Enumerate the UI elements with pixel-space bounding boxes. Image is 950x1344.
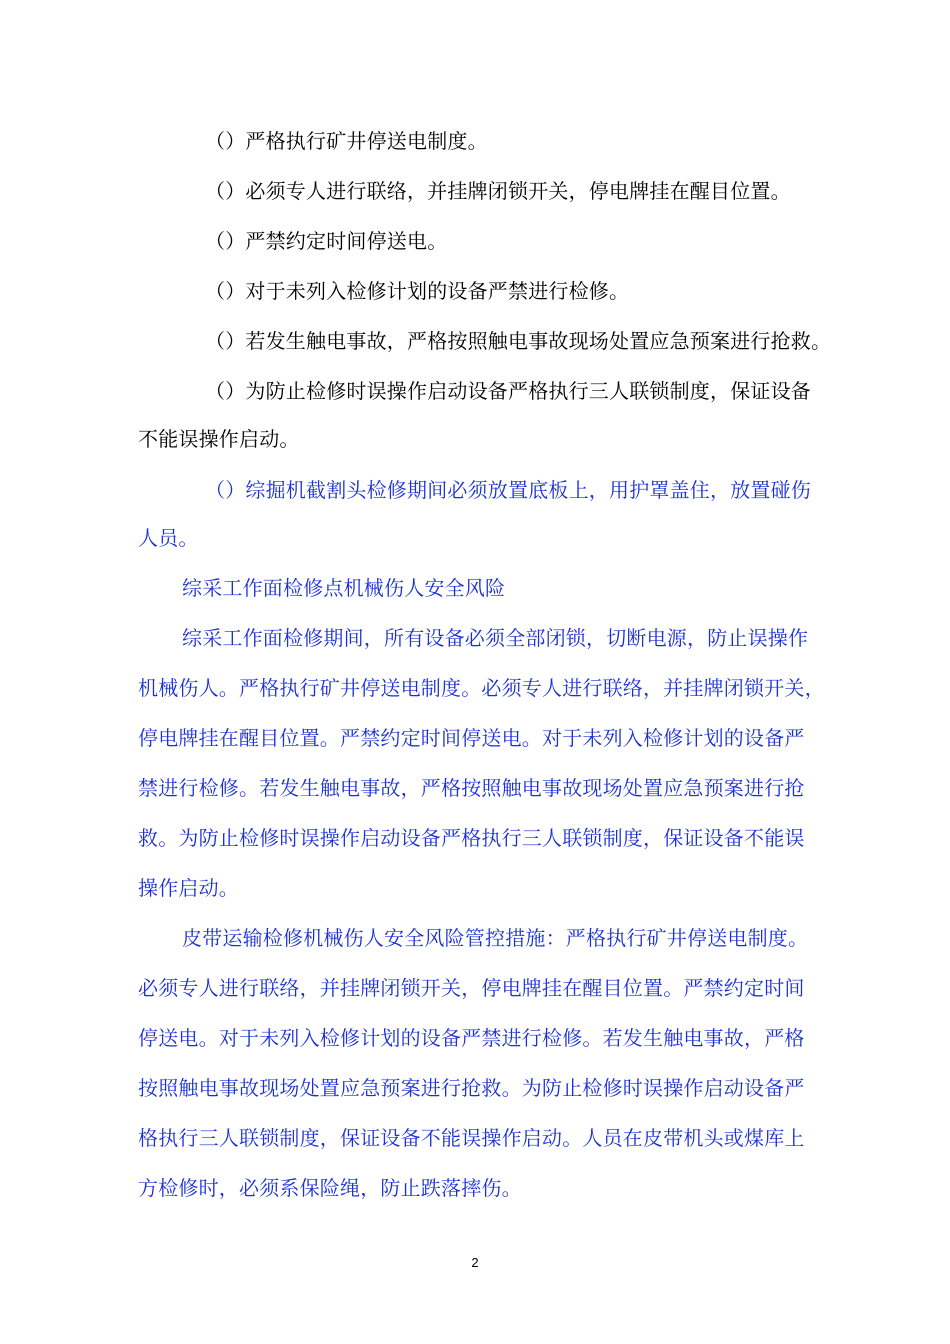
paragraph-line: 皮带运输检修机械伤人安全风险管控措施：严格执行矿井停送电制度。 bbox=[182, 926, 809, 950]
list-item: （）严禁约定时间停送电。 bbox=[205, 229, 448, 253]
section-title: 综采工作面检修点机械伤人安全风险 bbox=[182, 576, 506, 600]
paragraph-line: 按照触电事故现场处置应急预案进行抢救。为防止检修时误操作启动设备严 bbox=[138, 1076, 805, 1100]
paragraph-line: 方检修时，必须系保险绳，防止跌落摔伤。 bbox=[138, 1176, 522, 1200]
list-item: （）若发生触电事故，严格按照触电事故现场处置应急预案进行抢救。 bbox=[205, 329, 832, 353]
paragraph-line: 操作启动。 bbox=[138, 876, 239, 900]
list-item: （）严格执行矿井停送电制度。 bbox=[205, 129, 488, 153]
list-item-continuation: 不能误操作启动。 bbox=[138, 427, 300, 451]
list-item: （）对于未列入检修计划的设备严禁进行检修。 bbox=[205, 279, 630, 303]
page-number: 2 bbox=[471, 1255, 479, 1270]
paragraph-line: 停电牌挂在醒目位置。严禁约定时间停送电。对于未列入检修计划的设备严 bbox=[138, 726, 805, 750]
paragraph-line: 停送电。对于未列入检修计划的设备严禁进行检修。若发生触电事故，严格 bbox=[138, 1026, 805, 1050]
paragraph-line: 禁进行检修。若发生触电事故，严格按照触电事故现场处置应急预案进行抢 bbox=[138, 776, 805, 800]
paragraph-line: 机械伤人。严格执行矿井停送电制度。必须专人进行联络，并挂牌闭锁开关， bbox=[138, 676, 825, 700]
list-item: （）为防止检修时误操作启动设备严格执行三人联锁制度，保证设备 bbox=[205, 379, 811, 403]
paragraph-line: 综采工作面检修期间，所有设备必须全部闭锁，切断电源，防止误操作 bbox=[182, 626, 809, 650]
blue-list-item-continuation: 人员。 bbox=[138, 526, 199, 550]
blue-list-item: （）综掘机截割头检修期间必须放置底板上，用护罩盖住，放置碰伤 bbox=[205, 478, 811, 502]
list-item: （）必须专人进行联络，并挂牌闭锁开关，停电牌挂在醒目位置。 bbox=[205, 179, 791, 203]
paragraph-line: 救。为防止检修时误操作启动设备严格执行三人联锁制度，保证设备不能误 bbox=[138, 826, 805, 850]
paragraph-line: 格执行三人联锁制度，保证设备不能误操作启动。人员在皮带机头或煤库上 bbox=[138, 1126, 805, 1150]
paragraph-line: 必须专人进行联络，并挂牌闭锁开关，停电牌挂在醒目位置。严禁约定时间 bbox=[138, 976, 805, 1000]
